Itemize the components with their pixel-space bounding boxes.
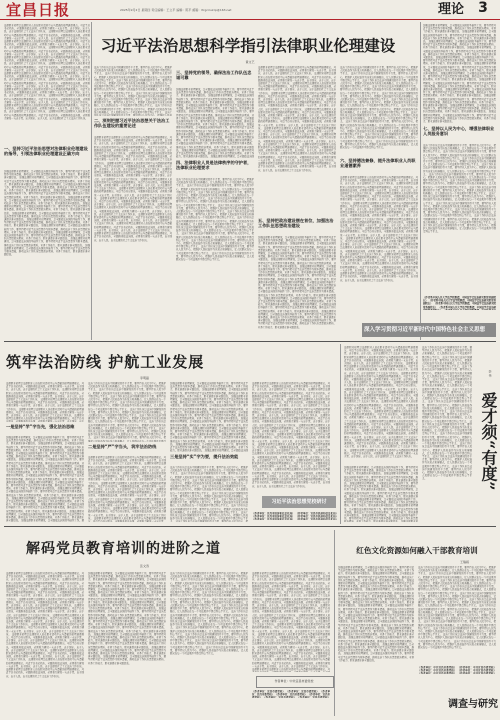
article2-body-col3: 加强法律职业伦理建设，是全面依法治国的基础性工作，要坚持把习近平法治思想作为根本遵循，推动法治工作队伍思想政治素质、业务工作能力、职业道德水准全面提高。 加强法律职业伦理建设，是全面依法治国的基础性工作，要坚持把习近平法治思想作为根本遵循，推动法治工作队伍思想政治素质、业务工作能力、职业道德水准全面提高。 加强法律职业伦理建设，是全面依法治国的基础性工作，要坚持把习近平法治思想作为根本遵循，推动法治工作队伍思想政治素质、业务工作能力、职业道德水准全面提高。 加强法律职业伦理建设，是全面依法治国的基础性工作，要坚持把习近平法治思想作为根本遵循，推动法治工作队伍思想政治素质、业务工作能力、职业道德水准全面提高。 加强法律职业伦理建设，是全面依法治国的基础性工作，要坚持把习近平法治思想作为根本遵循，推动法治工作队伍思想政治素质、业务工作能力、职业道德水准全面提高。 加强法律职业伦理建设，是全面依法治国的基础性工作，要坚持把习近平法治思想作为根本遵循，推动法治工作队伍思想政治素质、业务工作能力、职业道德水准全面提高。 加强法律职业伦理建设，是全面依法治国的基础性工作，要坚持把习近平法治思想作为根本遵循，推动法治工作队伍思想政治素质、业务工作能力、职业道德水准全面提高。 加强法律职业伦理建设，是全面依法治国的基础性工作，要坚持把习近平法治思想作为根本遵循，推动法治工作队伍思想政治素质、业务工作能力、职业道德水准全面提高。 加强法律职业伦理建设，是全面依法治国的基础性工作，要坚持把习近平法治思想作为根本遵循，推动法治工作队伍思想政治素质、业务工作能力、职业道德水准全面提高。 加强法律职业伦理建设，是全面依法治国 [170, 382, 248, 452]
article3-title: 解码党员教育培训的进阶之道 [26, 541, 221, 557]
newspaper-logo: 宜昌日报 [6, 1, 71, 19]
article2-note: （作者单位：宜昌市经济和信息化局） （作者单位：宜昌市经济和信息化局） （作者单位：宜昌市经济和信息化局） （作者单位：宜昌市经济和信息化局） （作者单位：宜昌市经济和信息化局） （作者单位：宜昌市经济和信息化局） [252, 512, 338, 520]
main-article-subhead-2: 二、深刻把握习近平法治思想关于法治工作队伍建设的重要论述 [94, 118, 170, 128]
main-article-body-col2b: 法律职业伦理是法律职业人员在职业活动中应当遵循的伦理道德规范。习近平总书记指出，全面推进依法治国，必须着力建设一支忠于党、忠于国家、忠于人民、忠于法律的社会主义法治工作队伍。 法律职业伦理是法律职业人员在职业活动中应当遵循的伦理道德规范。习近平总书记指出，全面推进依法治国，必须着力建设一支忠于党、忠于国家、忠于人民、忠于法律的社会主义法治工作队伍。 法律职业伦理是法律职业人员在职业活动中应当遵循的伦理道德规范。习近平总书记指出，全面推进依法治国，必须着力建设一支忠于党、忠于国家、忠于人民、忠于法律的社会主义法治工作队伍。 法律职业伦理是法律职业人员在职业活动中应当遵循的伦理道德规范。习近平总书记指出，全面推进依法治国，必须着力建设一支忠于党、忠于国家、忠于人民、忠于法律的社会主义法治工作队伍。 法律职业伦理是法律职业人员在职业活动中应当遵循的伦理道德规范。习近平总书记指出，全面推进依法治国，必须着力建设一支忠于党、忠于国家、忠于人民、忠于法律的社会主义法治工作队伍。 法律职业伦理是法律职业人员在职业活动中应当遵循的伦理道德规范。习近平总书记指出，全面推进依法治国，必须着力建设一支忠于党、忠于国家、忠于人民、忠于法律的社会主义法治工作队伍。 法律职业伦理是法律职业人员在职业活动中应当遵循的伦理道德规范。习近平总书记指出，全面推进依法治国，必须着力建设一支忠于党、忠于国家、忠于人民、忠于法律的社会主义法治工作队伍。 法律职业伦理是法律职业人员在职业活动中应当遵循的伦理道德规范。习近平总书记指出，全面推进依法治国，必须着力建设一支忠于党、忠于国家、忠于人民、忠于法律的社会主义法治工作队伍。 法律职业伦理是法律职业人员在职业活动中应当遵循的伦理道德规范。习近平总书记指出，全面推进依法治国，必须着力建设一支忠于党、忠于国家、忠于人民、忠于法律的社会主义法治工作队伍。 法律职业伦理是法律职业人员在职业活动中应当遵循的伦理道德规范。习近平总书记指出，全面推进依法治国，必须着力建设一支忠于党、忠于国家、忠于人民、忠于法律的社会主义法治工作队伍。 法律职业伦理是法律职业人员在职业活动中应当遵循的伦理道德规范。习近平总书记指出，全面推进依法治国，必须着力建设一支忠于党、忠于国家、忠于人民、忠于法律的社会主义法治工作队伍。 法律职业伦理是法律职业人员在职业活动中应当遵循的伦理道德规范。习近平总书记指出，全面推进依法治国，必须着力建设一支忠于党、忠于国家、忠于人民、忠于法律的社会主义法治工作队伍。 [94, 136, 172, 242]
column-body-a: 法律职业伦理是法律职业人员在职业活动中应当遵循的伦理道德规范。习近平总书记指出，全面推进依法治国，必须着力建设一支忠于党、忠于国家、忠于人民、忠于法律的社会主义法治工作队伍。 法律职业伦理是法律职业人员在职业活动中应当遵循的伦理道德规范。习近平总书记指出，全面推进依法治国，必须着力建设一支忠于党、忠于国家、忠于人民、忠于法律的社会主义法治工作队伍。 法律职业伦理是法律职业人员在职业活动中应当遵循的伦理道德规范。习近平总书记指出，全面推进依法治国，必须着力建设一支忠于党、忠于国家、忠于人民、忠于法律的社会主义法治工作队伍。 法律职业伦理是法律职业人员在职业活动中应当遵循的伦理道德规范。习近平总书记指出，全面推进依法治国，必须着力建设一支忠于党、忠于国家、忠于人民、忠于法律的社会主义法治工作队伍。 法律职业伦理是法律职业人员在职业活动中应当遵循的伦理道德规范。习近平总书记指出，全面推进依法治国，必须着力建设一支忠于党、忠于国家、忠于人民、忠于法律的社会主义法治工作队伍。 法律职业伦理是法律职业人员在职业活动中应当遵循的伦理道德规范。习近平总书记指出，全面推进依法治国，必须着力建设一支忠于党、忠于国家、忠于人民、忠于法律的社会主义法治工作队伍。 法律职业伦理是法律职业人员在职业活动中应当遵循的伦理道德规范。习近平总书记指出，全面推进依法治国，必须着力建设一支忠于党、忠于国家、忠于人民、忠于法律的社会主义法治工作队伍。 法律职业伦理是法律职业人员在职业活动中应当遵循的伦理道德规范。习近平总书记指出，全面推进依法治国，必须着力建设一支忠于党、忠于国家、忠于人民、忠于法律的社会主义法治工作队伍。 法律职业伦理是法律职业人员在职业活动中应当遵循的伦理道德规范。习近平总书记指出，全面推进依法治国，必须着力建设一支忠于党、忠于国家、忠于人民、忠于法律的社会主义法治工作队伍。 法律职业伦理是法律职业人员在职业活动中应当遵循的伦理道德规范。习近平总书记指出，全面推进依法治国，必须着力建设一支忠于党、忠于国家、忠于人民、忠于法律的社会主义法治工作队伍。 法律职业伦理是法律职业人员在职业活动中应当遵循的伦理道德规范。习近平总书记指出，全面推进依法治国，必须着力建设一支忠于党、忠于国家、忠于人民、忠于法律的社会主义法治工作队伍。 法律职业伦理是法律职业人员在职业活动中应当遵循的伦理道德规范。习近平总书记指出，全面推进依法治国，必须着力建设一支忠于党、忠于国家、忠于人民、忠于法律的社会主义法治工作队伍。 [344, 346, 418, 458]
article4-author: 王瑞娟 [460, 560, 470, 564]
section-rule-lower [4, 526, 496, 527]
main-article-subhead-3: 三、坚持党的领导，确保法治工作队伍忠诚可靠 [176, 70, 252, 80]
article4-note: （作者单位：中共宜昌市委党校） （作者单位：中共宜昌市委党校） （作者单位：中共宜昌市委党校） （作者单位：中共宜昌市委党校） （作者单位：中共宜昌市委党校） （作者单位：中共宜昌市委党校） [418, 666, 496, 674]
main-article-body-col5: 法治工作队伍是法治中国建设的骨干力量，要坚持以人民为中心，把维护人民权益作为出发点和落脚点，让人民群众在每一个司法案件中感受到公平正义。 法治工作队伍是法治中国建设的骨干力量，要坚持以人民为中心，把维护人民权益作为出发点和落脚点，让人民群众在每一个司法案件中感受到公平正义。 法治工作队伍是法治中国建设的骨干力量，要坚持以人民为中心，把维护人民权益作为出发点和落脚点，让人民群众在每一个司法案件中感受到公平正义。 法治工作队伍是法治中国建设的骨干力量，要坚持以人民为中心，把维护人民权益作为出发点和落脚点，让人民群众在每一个司法案件中感受到公平正义。 法治工作队伍是法治中国建设的骨干力量，要坚持以人民为中心，把维护人民权益作为出发点和落脚点，让人民群众在每一个司法案件中感受到公平正义。 法治工作队伍是法治中国建设的骨干力量，要坚持以人民为中心，把维护人民权益作为出发点和落脚点，让人民群众在每一个司法案件中感受到公平正义。 法治工作队伍是法治中国建设的骨干力量，要坚持以人民为中心，把维护人民权益作为出发点和落脚点，让人民群众在每一个司法案件中感受到公平正义。 法治工作队伍是法治中国建设的骨干力量，要坚持以人民为中心，把维护人民权益作为出发点和落脚点，让人民群众在每一个司法案件中感受到公平正义。 法治工作队伍是法治中国建设的骨干力量，要坚持以人民为中心，把维护人民权益作为出发点和落脚点，让人民群众在每一个司法案件中感受到公平正义。 法治工作队伍是法治中国建设的骨干力量，要坚持以人民为中心，把维护人民权益作为出发点和落脚点，让人民群众在每一个司法案件中感受到公平正义。 法治工作队伍是法治中国建设的骨干力量，要坚持以人民为中心，把维护人民权益作为出发点和落脚点，让人民群众在每一个司法案件中感受到公平正义。 法治工作队伍是法治中国建设的骨干力量，要坚持以人民为中心，把维护人民权益作为出发点和落脚点，让人民群众在每一个司法案件中感受到公平正义。 [340, 66, 418, 150]
main-article-body-col1b: 加强法律职业伦理建设，是全面依法治国的基础性工作，要坚持把习近平法治思想作为根本遵循，推动法治工作队伍思想政治素质、业务工作能力、职业道德水准全面提高。 加强法律职业伦理建设，是全面依法治国的基础性工作，要坚持把习近平法治思想作为根本遵循，推动法治工作队伍思想政治素质、业务工作能力、职业道德水准全面提高。 加强法律职业伦理建设，是全面依法治国的基础性工作，要坚持把习近平法治思想作为根本遵循，推动法治工作队伍思想政治素质、业务工作能力、职业道德水准全面提高。 加强法律职业伦理建设，是全面依法治国的基础性工作，要坚持把习近平法治思想作为根本遵循，推动法治工作队伍思想政治素质、业务工作能力、职业道德水准全面提高。 加强法律职业伦理建设，是全面依法治国的基础性工作，要坚持把习近平法治思想作为根本遵循，推动法治工作队伍思想政治素质、业务工作能力、职业道德水准全面提高。 加强法律职业伦理建设，是全面依法治国的基础性工作，要坚持把习近平法治思想作为根本遵循，推动法治工作队伍思想政治素质、业务工作能力、职业道德水准全面提高。 加强法律职业伦理建设，是全面依法治国的基础性工作，要坚持把习近平法治思想作为根本遵循，推动法治工作队伍思想政治素质、业务工作能力、职业道德水准全面提高。 加强法律职业伦理建设，是全面依法治国的基础性工作，要坚持把习近平法治思想作为根本遵循，推动法治工作队伍思想政治素质、业务工作能力、职业道德水准全面提高。 加强法律职业伦理建设，是全面依法治国的基础性工作，要坚持把习近平法治思想作为根本遵循，推动法治工作队伍思想政治素质、业务工作能力、职业道德水准全面提高。 加强法律职业伦理建设，是全面依法治国的基础性工作，要坚持把习近平法治思想作为根本遵循，推动法治工作队伍思想政治素质、业务工作能力、职业道德水准全面提高。 加强法律职业伦理建设，是全面依法治国的基础性工作，要坚持把习近平法治思想作为根本遵循，推动法治工作队伍思想政治素质、业务工作能力、职业道德水准全面提高。 加强法律职业伦理建设，是全面依法治国的基础性工作，要坚持把习近平法治思想作为根本遵循，推动法治工作队伍思想政治素质、业务工作能力、职业道德水准全面提高。 [4, 170, 90, 257]
study-box-text: 习近平法治思想党校研讨 [271, 499, 327, 505]
article4-body-col1: 加强法律职业伦理建设，是全面依法治国的基础性工作，要坚持把习近平法治思想作为根本遵循，推动法治工作队伍思想政治素质、业务工作能力、职业道德水准全面提高。 加强法律职业伦理建设，是全面依法治国的基础性工作，要坚持把习近平法治思想作为根本遵循，推动法治工作队伍思想政治素质、业务工作能力、职业道德水准全面提高。 加强法律职业伦理建设，是全面依法治国的基础性工作，要坚持把习近平法治思想作为根本遵循，推动法治工作队伍思想政治素质、业务工作能力、职业道德水准全面提高。 加强法律职业伦理建设，是全面依法治国的基础性工作，要坚持把习近平法治思想作为根本遵循，推动法治工作队伍思想政治素质、业务工作能力、职业道德水准全面提高。 加强法律职业伦理建设，是全面依法治国的基础性工作，要坚持把习近平法治思想作为根本遵循，推动法治工作队伍思想政治素质、业务工作能力、职业道德水准全面提高。 加强法律职业伦理建设，是全面依法治国的基础性工作，要坚持把习近平法治思想作为根本遵循，推动法治工作队伍思想政治素质、业务工作能力、职业道德水准全面提高。 加强法律职业伦理建设，是全面依法治国的基础性工作，要坚持把习近平法治思想作为根本遵循，推动法治工作队伍思想政治素质、业务工作能力、职业道德水准全面提高。 加强法律职业伦理建设，是全面依法治国的基础性工作，要坚持把习近平法治思想作为根本遵循，推动法治工作队伍思想政治素质、业务工作能力、职业道德水准全面提高。 加强法律职业伦理建设，是全面依法治国的基础性工作，要坚持把习近平法治思想作为根本遵循，推动法治工作队伍思想政治素质、业务工作能力、职业道德水准全面提高。 加强法律职业伦理建设，是全面依法治国的基础性工作，要坚持把习近平法治思想作为根本遵循，推动法治工作队伍思想政治素质、业务工作能力、职业道德水准全面提高。 加强法律职业伦理建设，是全面依法治国的基础性工作，要坚持把习近平法治思想作为根本遵循，推动法治工作队伍思想政治素质、业务工作能力、职业道德水准全面提高。 加强法律职业伦理建设，是全面依法治国的基础性工作，要坚持把习近平法治思想作为根本遵循，推动法治工作队伍思想政治素质、业务工作能力、职业道德水准全面提高。 [338, 566, 414, 662]
column-divider-right [420, 22, 421, 340]
main-article-body-col4: 法律职业伦理是法律职业人员在职业活动中应当遵循的伦理道德规范。习近平总书记指出，全面推进依法治国，必须着力建设一支忠于党、忠于国家、忠于人民、忠于法律的社会主义法治工作队伍。 法律职业伦理是法律职业人员在职业活动中应当遵循的伦理道德规范。习近平总书记指出，全面推进依法治国，必须着力建设一支忠于党、忠于国家、忠于人民、忠于法律的社会主义法治工作队伍。 法律职业伦理是法律职业人员在职业活动中应当遵循的伦理道德规范。习近平总书记指出，全面推进依法治国，必须着力建设一支忠于党、忠于国家、忠于人民、忠于法律的社会主义法治工作队伍。 法律职业伦理是法律职业人员在职业活动中应当遵循的伦理道德规范。习近平总书记指出，全面推进依法治国，必须着力建设一支忠于党、忠于国家、忠于人民、忠于法律的社会主义法治工作队伍。 法律职业伦理是法律职业人员在职业活动中应当遵循的伦理道德规范。习近平总书记指出，全面推进依法治国，必须着力建设一支忠于党、忠于国家、忠于人民、忠于法律的社会主义法治工作队伍。 法律职业伦理是法律职业人员在职业活动中应当遵循的伦理道德规范。习近平总书记指出，全面推进依法治国，必须着力建设一支忠于党、忠于国家、忠于人民、忠于法律的社会主义法治工作队伍。 法律职业伦理是法律职业人员在职业活动中应当遵循的伦理道德规范。习近平总书记指出，全面推进依法治国，必须着力建设一支忠于党、忠于国家、忠于人民、忠于法律的社会主义法治工作队伍。 法律职业伦理是法律职业人员在职业活动中应当遵循的伦理道德规范。习近平总书记指出，全面推进依法治国，必须着力建设一支忠于党、忠于国家、忠于人民、忠于法律的社会主义法治工作队伍。 法律职业伦理是法律职业人员在职业活动中应当遵循的伦理道德规范。习近平总书记指出，全面推进依法治国，必须着力建设一支忠于党、忠于国家、忠于人民、忠于法律的社会主义法治工作队伍。 法律职业伦理是法律职业人员在职业活动中应当遵循的伦理道德规范。习近平总书记指出，全面推进依法治国，必须着力建设一支忠于党、忠于国家、忠于人民、忠于法律的社会主义法治工作队伍。 法律职业伦理是法律职业人员在职业活动中应当遵循的伦理道德规范。习近平总书记指出，全面推进依法治国，必须着力建设一支忠于党、忠于国家、忠于人民、忠于法律的社会主义法治工作队伍。 法律职业伦理是法律职业人员在职业活动中应当遵循的伦理道德规范。习近平总书记指出，全面推进依法治国，必须着力建设一支忠于党、忠于国家、忠于人民、忠于法律的社会主义法治工作队伍。 [258, 66, 336, 172]
main-article-body-col1a: 法律职业伦理是法律职业人员在职业活动中应当遵循的伦理道德规范。习近平总书记指出，全面推进依法治国，必须着力建设一支忠于党、忠于国家、忠于人民、忠于法律的社会主义法治工作队伍。 法律职业伦理是法律职业人员在职业活动中应当遵循的伦理道德规范。习近平总书记指出，全面推进依法治国，必须着力建设一支忠于党、忠于国家、忠于人民、忠于法律的社会主义法治工作队伍。 法律职业伦理是法律职业人员在职业活动中应当遵循的伦理道德规范。习近平总书记指出，全面推进依法治国，必须着力建设一支忠于党、忠于国家、忠于人民、忠于法律的社会主义法治工作队伍。 法律职业伦理是法律职业人员在职业活动中应当遵循的伦理道德规范。习近平总书记指出，全面推进依法治国，必须着力建设一支忠于党、忠于国家、忠于人民、忠于法律的社会主义法治工作队伍。 法律职业伦理是法律职业人员在职业活动中应当遵循的伦理道德规范。习近平总书记指出，全面推进依法治国，必须着力建设一支忠于党、忠于国家、忠于人民、忠于法律的社会主义法治工作队伍。 法律职业伦理是法律职业人员在职业活动中应当遵循的伦理道德规范。习近平总书记指出，全面推进依法治国，必须着力建设一支忠于党、忠于国家、忠于人民、忠于法律的社会主义法治工作队伍。 法律职业伦理是法律职业人员在职业活动中应当遵循的伦理道德规范。习近平总书记指出，全面推进依法治国，必须着力建设一支忠于党、忠于国家、忠于人民、忠于法律的社会主义法治工作队伍。 法律职业伦理是法律职业人员在职业活动中应当遵循的伦理道德规范。习近平总书记指出，全面推进依法治国，必须着力建设一支忠于党、忠于国家、忠于人民、忠于法律的社会主义法治工作队伍。 法律职业伦理是法律职业人员在职业活动中应当遵循的伦理道德规范。习近平总书记指出，全面推进依法治国，必须着力建设一支忠于党、忠于国家、忠于人民、忠于法律的社会主义法治工作队伍。 法律职业伦理是法律职业人员在职业活动中应当遵循的伦理道德规范。习近平总书记指出，全面推进依法治国，必须着力建设一支忠于党、忠于国家、忠于人民、忠于法律的社会主义法治工作队伍。 法律职业伦理是法律职业人员在职业活动中应当遵循的伦理道德规范。习近平总书记指出，全面推进依法治国，必须着力建设一支忠于党、忠于国家、忠于人民、忠于法律的社会主义法治工作队伍。 法律职业伦理是法律职业人员在职业活动中应当遵循的伦理道德规范。习近平总书记指出，全面推进依法治国，必须着力建设一支忠于党、忠于国家、忠于人民、忠于法律的社会主义法治工作队伍。 [4, 24, 90, 120]
main-article-author-note: （作者系中国人民大学法学院教授，中国法学会法治研究院常务副院长） （作者系中国人民大学法学院教授，中国法学会法治研究院常务副院长） （作者系中国人民大学法学院教授，中国法学会法治研究院常务副院长） （作者系中国人民大学法学院教授，中国法学会法治研 [423, 296, 496, 309]
article2-author: 李明磊 [140, 376, 150, 380]
article2-body-col2b: 法律职业伦理是法律职业人员在职业活动中应当遵循的伦理道德规范。习近平总书记指出，全面推进依法治国，必须着力建设一支忠于党、忠于国家、忠于人民、忠于法律的社会主义法治工作队伍。 法律职业伦理是法律职业人员在职业活动中应当遵循的伦理道德规范。习近平总书记指出，全面推进依法治国，必须着力建设一支忠于党、忠于国家、忠于人民、忠于法律的社会主义法治工作队伍。 法律职业伦理是法律职业人员在职业活动中应当遵循的伦理道德规范。习近平总书记指出，全面推进依法治国，必须着力建设一支忠于党、忠于国家、忠于人民、忠于法律的社会主义法治工作队伍。 法律职业伦理是法律职业人员在职业活动中应当遵循的伦理道德规范。习近平总书记指出，全面推进依法治国，必须着力建设一支忠于党、忠于国家、忠于人民、忠于法律的社会主义法治工作队伍。 法律职业伦理是法律职业人员在职业活动中应当遵循的伦理道德规范。习近平总书记指出，全面推进依法治国，必须着力建设一支忠于党、忠于国家、忠于人民、忠于法律的社会主义法治工作队伍。 法律职业伦理是法律职业人员在职业活动中应当遵循的伦理道德规范。习近平总书记指出，全面推进依法治国，必须着力建设一支忠于党、忠于国家、忠于人民、忠于法律的社会主义法治工作队伍。 法律职业伦理是法律职业人员在职业活动中应当遵循的伦理道德规范。习近平总书记指出，全面推进依法治国，必须着力建设一支忠于党、忠于国家、忠于人民、忠于法律的社会主义法治工作队伍。 法律职业伦理是法律职业人员在职业活动中应当遵循的伦理道德规范。习近平总书记指出，全面推进依法治国，必须着力建设一支忠于党、 [88, 456, 166, 522]
main-article-body-col6: 加强法律职业伦理建设，是全面依法治国的基础性工作，要坚持把习近平法治思想作为根本遵循，推动法治工作队伍思想政治素质、业务工作能力、职业道德水准全面提高。 加强法律职业伦理建设，是全面依法治国的基础性工作，要坚持把习近平法治思想作为根本遵循，推动法治工作队伍思想政治素质、业务工作能力、职业道德水准全面提高。 加强法律职业伦理建设，是全面依法治国的基础性工作，要坚持把习近平法治思想作为根本遵循，推动法治工作队伍思想政治素质、业务工作能力、职业道德水准全面提高。 加强法律职业伦理建设，是全面依法治国的基础性工作，要坚持把习近平法治思想作为根本遵循，推动法治工作队伍思想政治素质、业务工作能力、职业道德水准全面提高。 加强法律职业伦理建设，是全面依法治国的基础性工作，要坚持把习近平法治思想作为根本遵循，推动法治工作队伍思想政治素质、业务工作能力、职业道德水准全面提高。 加强法律职业伦理建设，是全面依法治国的基础性工作，要坚持把习近平法治思想作为根本遵循，推动法治工作队伍思想政治素质、业务工作能力、职业道德水准全面提高。 加强法律职业伦理建设，是全面依法治国的基础性工作，要坚持把习近平法治思想作为根本遵循，推动法治工作队伍思想政治素质、业务工作能力、职业道德水准全面提高。 加强法律职业伦理建设，是全面依法治国的基础性工作，要坚持把习近平法治思想作为根本遵循，推动法治工作队伍思想政治素质、业务工作能力、职业道德水准全面提高。 加强法律职业伦理建设，是全面依法治国的基础性工作，要坚持把习近平法治思想作为根本遵循，推动法治工作队伍思想政治素质、业务工作能力、职业道德水准全面提高。 加强法律职业伦理建设，是全面依法治国的基础性工作，要坚持把习近平法治思想作为根本遵循，推动法治工作队伍思想政治素质、业务工作能力、职业道德水准全面提高。 加强法律职业伦理建设，是全面依法治国的基础性工作，要坚持把习近平法治思想作为根本遵循，推动法治工作队伍思想政治素质、业务工作能力、职业道德水准全面提高。 加强法律职业伦理建设，是全面依法治国的基础性工作，要坚持把习近平法治思想作为根本遵循，推动法治工作队伍思想政治素质、业务工作能力、职业道德水准全面提高。 [423, 24, 496, 124]
article2-subhead-3: 三是坚持“实”字为要，提升法治效能 [170, 454, 239, 459]
column-title: 爱才须“有度” [479, 392, 498, 491]
column-body-b: 加强法律职业伦理建设，是全面依法治国的基础性工作，要坚持把习近平法治思想作为根本遵循，推动法治工作队伍思想政治素质、业务工作能力、职业道德水准全面提高。 加强法律职业伦理建设，是全面依法治国的基础性工作，要坚持把习近平法治思想作为根本遵循，推动法治工作队伍思想政治素质、业务工作能力、职业道德水准全面提高。 加强法律职业伦理建设，是全面依法治国的基础性工作，要坚持把习近平法治思想作为根本遵循，推动法治工作队伍思想政治素质、业务工作能力、职业道德水准全面提高。 加强法律职业伦理建设，是全面依法治国的基础性工作，要坚持把习近平法治思想作为根本遵循，推动法治工作队伍思想政治素质、业务工作能力、职业道德水准全面提高。 加强法律职业伦理建设，是全面依法治国的基础性工作，要坚持把习近平法治思想作为根本遵循，推动法治工作队伍思想政治素质、业务工作能力、职业道德水准全面提高。 加强法律职业伦理建设，是全面依法治国的基础性工作，要坚持把习近平法治思想作为根本遵循，推动法治工作队伍思想政治素质、业务工作能力、职业道德水准全面提高。 加强法律职业伦理建设，是全面依法治国的基础性工作，要坚持把习近平法治思想作为根本遵循，推动法治工作队伍思想政治素质、业务工作能力、职业道德水准全面提高。 加强法律职业伦 [344, 466, 418, 522]
article3-body-col3: 法治工作队伍是法治中国建设的骨干力量，要坚持以人民为中心，把维护人民权益作为出发点和落脚点，让人民群众在每一个司法案件中感受到公平正义。 法治工作队伍是法治中国建设的骨干力量，要坚持以人民为中心，把维护人民权益作为出发点和落脚点，让人民群众在每一个司法案件中感受到公平正义。 法治工作队伍是法治中国建设的骨干力量，要坚持以人民为中心，把维护人民权益作为出发点和落脚点，让人民群众在每一个司法案件中感受到公平正义。 法治工作队伍是法治中国建设的骨干力量，要坚持以人民为中心，把维护人民权益作为出发点和落脚点，让人民群众在每一个司法案件中感受到公平正义。 法治工作队伍是法治中国建设的骨干力量，要坚持以人民为中心，把维护人民权益作为出发点和落脚点，让人民群众在每一个司法案件中感受到公平正义。 法治工作队伍是法治中国建设的骨干力量，要坚持以人民为中心，把维护人民权益作为出发点和落脚点，让人民群众在每一个司法案件中感受到公平正义。 法治工作队伍是法治中国建设的骨干力量，要坚持以人民为中心，把维护人民权益作为出发点和落脚点，让人民群众在每一个司法案件中感受到公平正义。 法治工作队伍是法治中国建设的骨干力量，要坚持以人民为中心，把维护人民权益作为出发点和落脚点，让人民群众在每一个司法案件中感受到公平正义。 法治工作队伍是法治中国建设的骨干力量，要坚持以人民为中心，把维护人民权益作为出发点和落脚点，让人民群众在每一个司法案件中感受到公平正义。 法治工作队伍是法治中国建设的骨干力量，要坚持以人民为中心，把维护人民权益作为出发点和落脚点，让人民群众在每一个司法案件中感受到公平正义。 法治工作队伍是法治中国建设的骨干力量，要坚持以人民为中心，把维护人民权益作为出发点和落脚点，让人民群众在每一个司法案件中感受到公平正义。 法治工作队伍是法治中国建设的骨干力量，要坚持以人民为中心，把维护人民权益作为出发点和落脚点，让人民群众在每一个司法案件中感受到公平正义。 [170, 572, 248, 656]
main-article-subhead-1: 一、坚持习近平法治思想对法律职业伦理建设的指导，引领法律职业伦理建设正确方向 [4, 146, 88, 156]
main-article-body-col3b: 法治工作队伍是法治中国建设的骨干力量，要坚持以人民为中心，把维护人民权益作为出发点和落脚点，让人民群众在每一个司法案件中感受到公平正义。 法治工作队伍是法治中国建设的骨干力量，要坚持以人民为中心，把维护人民权益作为出发点和落脚点，让人民群众在每一个司法案件中感受到公平正义。 法治工作队伍是法治中国建设的骨干力量，要坚持以人民为中心，把维护人民权益作为出发点和落脚点，让人民群众在每一个司法案件中感受到公平正义。 法治工作队伍是法治中国建设的骨干力量，要坚持以人民为中心，把维护人民权益作为出发点和落脚点，让人民群众在每一个司法案件中感受到公平正义。 法治工作队伍是法治中国建设的骨干力量，要坚持以人民为中心，把维护人民权益作为出发点和落脚点，让人民群众在每一个司法案件中感受到公平正义。 法治工作队伍是法治中国建设的骨干力量，要坚持以人民为中心，把维护人民权益作为出发点和落脚点，让人民群众在每一个司法案件中感受到公平正义。 法治工作队伍是法治中国建设的骨干力量，要坚持以人民为中心，把维护人民权益作为出发点和落脚点，让人民群众在每一个司法案件中感受到公平正义。 法治工作队伍是法治中国建设的骨干力量，要坚持以人民为中心，把维护人民权益作为出发点和落脚点，让人民群众在每一个司法案件中感受到公平正义。 法治工作队伍是法治中国建设的骨干力量，要坚持以人民为中心，把维护人民权益作为出发点和落脚点，让人民群众在每一个司法案件中感受到公平正义。 法治工作队伍是法治中国建设的骨干力量，要坚持以人民为中心，把维护人民权益作为出发点和落脚点，让人民群众在每一个司法案件中感受到公平正义。 法治工作队伍是法治中国建设的骨干力量，要坚持以人民为中心，把维护人民权益作为出发点和落脚点，让人民群众在每一个司法案件中感受到公平正义。 法治工作队伍是法治中国建设的骨干力量，要坚持以人民为中心，把维护人民权益作为出发点和落脚点，让人民群众在每一个司法案件中感受到公平正义。 [176, 178, 254, 262]
article3-body-col1: 法律职业伦理是法律职业人员在职业活动中应当遵循的伦理道德规范。习近平总书记指出，全面推进依法治国，必须着力建设一支忠于党、忠于国家、忠于人民、忠于法律的社会主义法治工作队伍。 法律职业伦理是法律职业人员在职业活动中应当遵循的伦理道德规范。习近平总书记指出，全面推进依法治国，必须着力建设一支忠于党、忠于国家、忠于人民、忠于法律的社会主义法治工作队伍。 法律职业伦理是法律职业人员在职业活动中应当遵循的伦理道德规范。习近平总书记指出，全面推进依法治国，必须着力建设一支忠于党、忠于国家、忠于人民、忠于法律的社会主义法治工作队伍。 法律职业伦理是法律职业人员在职业活动中应当遵循的伦理道德规范。习近平总书记指出，全面推进依法治国，必须着力建设一支忠于党、忠于国家、忠于人民、忠于法律的社会主义法治工作队伍。 法律职业伦理是法律职业人员在职业活动中应当遵循的伦理道德规范。习近平总书记指出，全面推进依法治国，必须着力建设一支忠于党、忠于国家、忠于人民、忠于法律的社会主义法治工作队伍。 法律职业伦理是法律职业人员在职业活动中应当遵循的伦理道德规范。习近平总书记指出，全面推进依法治国，必须着力建设一支忠于党、忠于国家、忠于人民、忠于法律的社会主义法治工作队伍。 法律职业伦理是法律职业人员在职业活动中应当遵循的伦理道德规范。习近平总书记指出，全面推进依法治国，必须着力建设一支忠于党、忠于国家、忠于人民、忠于法律的社会主义法治工作队伍。 法律职业伦理是法律职业人员在职业活动中应当遵循的伦理道德规范。习近平总书记指出，全面推进依法治国，必须着力建设一支忠于党、忠于国家、忠于人民、忠于法律的社会主义法治工作队伍。 法律职业伦理是法律职业人员在职业活动中应当遵循的伦理道德规范。习近平总书记指出，全面推进依法治国，必须着力建设一支忠于党、忠于国家、忠于人民、忠于法律的社会主义法治工作队伍。 法律职业伦理是法律职业人员在职业活动中应当遵循的伦理道德规范。习近平总书记指出，全面推进依法治国，必须着力建设一支忠于党、忠于国家、忠于人民、忠于法律的社会主义法治工作队伍。 法律职业伦理是法律职业人员在职业活动中应当遵循的伦理道德规范。习近平总书记指出，全面推进依法治国，必须着力建设一支忠于党、忠于国家、忠于人民、忠于法律的社会主义法治工作队伍。 法律职业伦理是法律职业人员在职业活动中应当遵循的伦理道德规范。习近平总书记指出，全面推进依法治国，必须着力建设一支忠于党、忠于国家、忠于人民、忠于法律的社会主义法治工作队伍。 [6, 572, 84, 678]
article4-body-col2: 法治工作队伍是法治中国建设的骨干力量，要坚持以人民为中心，把维护人民权益作为出发点和落脚点，让人民群众在每一个司法案件中感受到公平正义。 法治工作队伍是法治中国建设的骨干力量，要坚持以人民为中心，把维护人民权益作为出发点和落脚点，让人民群众在每一个司法案件中感受到公平正义。 法治工作队伍是法治中国建设的骨干力量，要坚持以人民为中心，把维护人民权益作为出发点和落脚点，让人民群众在每一个司法案件中感受到公平正义。 法治工作队伍是法治中国建设的骨干力量，要坚持以人民为中心，把维护人民权益作为出发点和落脚点，让人民群众在每一个司法案件中感受到公平正义。 法治工作队伍是法治中国建设的骨干力量，要坚持以人民为中心，把维护人民权益作为出发点和落脚点，让人民群众在每一个司法案件中感受到公平正义。 法治工作队伍是法治中国建设的骨干力量，要坚持以人民为中心，把维护人民权益作为出发点和落脚点，让人民群众在每一个司法案件中感受到公平正义。 法治工作队伍是法治中国建设的骨干力量，要坚持以人民为中心，把维护人民权益作为出发点和落脚点，让人民群众在每一个司法案件中感受到公平正义。 法治工作队伍是法治中国建设的骨干力量，要坚持以人民为中心，把维护人民权益作为出发点和落脚点，让人民群众在每一个司法案件中感受到公平正义。 法治工作队伍是法治中国建设的骨干力量，要坚持以人民为中心，把维护人民权益作为出发点和落脚点，让人民群众在每一个司法案件中感受到公平正义。 法治工作队伍是法治中国建设的骨干力量，要坚持以人民为中心，把维护人民权益作为出发点和落脚点，让人民群众在每一个司法案件中感受到公平正义。 法治工作队伍是法治中国建设的骨干力量，要坚持以人民为中心，把维护人民权益作为出发点和落脚点，让人民群众在每一个司法案件中感受到公平正义。 法治工作队伍是法治中国建设的骨干力量，要坚持以人民为中心，把维护人民权益作为出发点和落脚点，让人民群众在每一个司法案件中感受到公平正义。 [418, 566, 496, 650]
main-article-body-col4b: 加强法律职业伦理建设，是全面依法治国的基础性工作，要坚持把习近平法治思想作为根本遵循，推动法治工作队伍思想政治素质、业务工作能力、职业道德水准全面提高。 加强法律职业伦理建设，是全面依法治国的基础性工作，要坚持把习近平法治思想作为根本遵循，推动法治工作队伍思想政治素质、业务工作能力、职业道德水准全面提高。 加强法律职业伦理建设，是全面依法治国的基础性工作，要坚持把习近平法治思想作为根本遵循，推动法治工作队伍思想政治素质、业务工作能力、职业道德水准全面提高。 加强法律职业伦理建设，是全面依法治国的基础性工作，要坚持把习近平法治思想作为根本遵循，推动法治工作队伍思想政治素质、业务工作能力、职业道德水准全面提高。 加强法律职业伦理建设，是全面依法治国的基础性工作，要坚持把习近平法治思想作为根本遵循，推动法治工作队伍思想政治素质、业务工作能力、职业道德水准全面提高。 加强法律职业伦理建设，是全面依法治国的基础性工作，要坚持把习近平法治思想作为根本遵循，推动法治工作队伍思想政治素质、业务工作能力、职业道德水准全面提高。 加强法律职业伦理建设，是全面依法治国的基础性工作，要坚持把习近平法治思想作为根本遵循，推动法治工作队伍思想政治素质、业务工作能力、职业道德水准全面提高。 加强法律职业伦理建设，是全面依法治国的基础性工作，要坚持把习近平法治思想作为根本遵循，推动法治工作队伍思想政治素质、业务工作能力、职业道德水准全面提高。 加强法律职业伦理建设，是全面依法治国的基础性工作，要坚持把习近平法治思想作为根本遵循，推动法治工作队伍思想政治素质、业务工作能力、职业道德水准全面提高。 加强法律职业伦理建设，是全面依法治国的基础性工作，要坚持把习近平法治思想作为根本遵循，推动法治工作队伍思想政治素质、业务工作能力、职业道德水准全面提高。 加强法律职业伦理建设，是全面依法治国的基础性工作，要坚持把习近平法治思想作为根本遵循，推动法治工作队伍思想政治素质、业务工作能力、职业道德水准全面提高。 加强法律职业伦理建设，是全面依法治国的基础性工作，要坚持把习近平法治思想作为根本遵循，推动法治工作队伍思想政治素质、业务工作能力、职业道德水准全面提高。 [258, 236, 336, 329]
article2-body-col2: 法治工作队伍是法治中国建设的骨干力量，要坚持以人民为中心，把维护人民权益作为出发点和落脚点，让人民群众在每一个司法案件中感受到公平正义。 法治工作队伍是法治中国建设的骨干力量，要坚持以人民为中心，把维护人民权益作为出发点和落脚点，让人民群众在每一个司法案件中感受到公平正义。 法治工作队伍是法治中国建设的骨干力量，要坚持以人民为中心，把维护人民权益作为出发点和落脚点，让人民群众在每一个司法案件中感受到公平正义。 法治工作队伍是法治中国建设的骨干力量，要坚持以人民为中心，把维护人民权益作为出发点和落脚点，让人民群众在每一个司法案件中感受到公平正义。 法治工作队伍是法治中国建设的骨干力量，要坚持以人民为中心，把维护人民权益作为出发点和落脚点，让人民群众在每一个司法案件中感受到公平正义。 法治工作队伍是法治中国建设的骨干力量，要坚持以人民为中心，把维护人民权益作为出发点和落脚点，让人民群众在每一个司法案件中感受到公平正义。 法治工作队伍是法治中国建设的骨干力量，要坚持以人民为中心，把维护人民权益作为出发点和落脚点，让人民群众在每一个司法案件中感受到公平正义。 法治工作队伍是法治中国建设的骨干力量，要坚持以人民为中心，把维护人民权益作为出发点和落脚点，让人民群众在每一个司法案件中感受到公平正义。 法治工作队伍是法治中国建设的骨干力量，要坚持以人民为中心，把维护人民权益作为出发点和落脚点，让人民群众在每一个司法案件中感受 [88, 382, 166, 442]
main-article-subhead-6: 六、坚持德法兼修，提升法律职业人员职业道德素养 [340, 158, 416, 168]
main-article-body-col2: 法治工作队伍是法治中国建设的骨干力量，要坚持以人民为中心，把维护人民权益作为出发点和落脚点，让人民群众在每一个司法案件中感受到公平正义。 法治工作队伍是法治中国建设的骨干力量，要坚持以人民为中心，把维护人民权益作为出发点和落脚点，让人民群众在每一个司法案件中感受到公平正义。 法治工作队伍是法治中国建设的骨干力量，要坚持以人民为中心，把维护人民权益作为出发点和落脚点，让人民群众在每一个司法案件中感受到公平正义。 法治工作队伍是法治中国建设的骨干力量，要坚持以人民为中心，把维护人民权益作为出发点和落脚点，让人民群众在每一个司法案件中感受到公平正义。 法治工作队伍是法治中国建设的骨干力量，要坚持以人民为中心，把维护人民权益作为出发点和落脚点，让人民群众在每一个司法案件中感受到公平正义。 法治工作队伍是法治中国建设的骨干力量，要坚持以人民为中心，把维护人民权益作为出发点和落脚点，让人民群众在每一个司法案件中感受到公平正义。 法治工作队伍是法治中国建设的骨干力量，要坚持以人民为中心，把维护人民权益作为出发点和落脚点，让人民群众在每一个司法案件中感受到公平正义。 法治工作队伍是法治中国建设的骨干力量，要坚持以人民为中心，把维护人民权 [94, 66, 172, 116]
article3-note: （作者单位：宜昌市委党校） （作者单位：宜昌市委党校） （作者单位：宜昌市委党校） （作者单位：宜昌市委党校） （作者单位：宜昌市委党校） （作者单位：宜昌市委党校） （作者单位：宜昌市委党校） [252, 690, 330, 698]
section-label: 理论 [438, 2, 465, 17]
masthead-info: 2025年9月2日 星期四 责任编辑：王立平 编辑：陈平 邮箱：ltrgcriukrp@163.net [120, 8, 232, 12]
main-article-body-col5b: 法律职业伦理是法律职业人员在职业活动中应当遵循的伦理道德规范。习近平总书记指出，全面推进依法治国，必须着力建设一支忠于党、忠于国家、忠于人民、忠于法律的社会主义法治工作队伍。 法律职业伦理是法律职业人员在职业活动中应当遵循的伦理道德规范。习近平总书记指出，全面推进依法治国，必须着力建设一支忠于党、忠于国家、忠于人民、忠于法律的社会主义法治工作队伍。 法律职业伦理是法律职业人员在职业活动中应当遵循的伦理道德规范。习近平总书记指出，全面推进依法治国，必须着力建设一支忠于党、忠于国家、忠于人民、忠于法律的社会主义法治工作队伍。 法律职业伦理是法律职业人员在职业活动中应当遵循的伦理道德规范。习近平总书记指出，全面推进依法治国，必须着力建设一支忠于党、忠于国家、忠于人民、忠于法律的社会主义法治工作队伍。 法律职业伦理是法律职业人员在职业活动中应当遵循的伦理道德规范。习近平总书记指出，全面推进依法治国，必须着力建设一支忠于党、忠于国家、忠于人民、忠于法律的社会主义法治工作队伍。 法律职业伦理是法律职业人员在职业活动中应当遵循的伦理道德规范。习近平总书记指出，全面推进依法治国，必须着力建设一支忠于党、忠于国家、忠于人民、忠于法律的社会主义法治工作队伍。 法律职业伦理是法律职业人员在职业活动中应当遵循的伦理道德规范。习近平总书记指出，全面推进依法治国，必须着力建设一支忠于党、忠于国家、忠于人民、忠于法律的社会主义法治工作队伍。 法律职业伦理是法律职业人员在职业活动中应当遵循的伦理道德规范。习近平总书记指出，全面推进依法治国，必须着力建设一支忠于党、忠于国家、忠于人民、忠于法律的社会主义法治工作队伍。 法律职业伦理是法律职业人员在职业活动中应当遵循的伦理道德规范。习近平总书记指出，全面推进依法治国，必须着力建设一支忠于党、忠于国家、忠于人民、忠于法律的社会主义法治工作队伍。 法律职业伦理是法律职业人员在职业活动中应当遵循的伦理道德规范。习近平总书记指出，全面推进依法治国，必须着力建设一支忠于党、忠于国家、忠于人民、忠于法律的社会主义法治工作队伍。 法律职业伦理是法律职业人员在职业活动中应当遵循的伦理道德规范。习近平总书记指出，全面推进依法治国，必须着力建设一支忠于党、忠于国家、忠于人民、忠于法律的社会主义法治工作队伍。 法律职业伦理是法律职业人员在职业活动中应当遵循的伦理道德规范。习近平总书记指出，全面推进依法治国，必须着力建设一支忠于党、忠于国家、忠于人民、忠于法律的社会主义法治工作队伍。 [340, 176, 418, 282]
article2-subhead-1: 一是坚持“学”字当先，强化法治思维 [6, 424, 75, 429]
main-article-subhead-7: 七、坚持以人民为中心，增强法律职业人员服务意识 [423, 126, 495, 136]
article2-body-col4: 法律职业伦理是法律职业人员在职业活动中应当遵循的伦理道德规范。习近平总书记指出，全面推进依法治国，必须着力建设一支忠于党、忠于国家、忠于人民、忠于法律的社会主义法治工作队伍。 法律职业伦理是法律职业人员在职业活动中应当遵循的伦理道德规范。习近平总书记指出，全面推进依法治国，必须着力建设一支忠于党、忠于国家、忠于人民、忠于法律的社会主义法治工作队伍。 法律职业伦理是法律职业人员在职业活动中应当遵循的伦理道德规范。习近平总书记指出，全面推进依法治国，必须着力建设一支忠于党、忠于国家、忠于人民、忠于法律的社会主义法治工作队伍。 法律职业伦理是法律职业人员在职业活动中应当遵循的伦理道德规范。习近平总书记指出，全面推进依法治国，必须着力建设一支忠于党、忠于国家、忠于人民、忠于法律的社会主义法治工作队伍。 法律职业伦理是法律职业人员在职业活动中应当遵循的伦理道德规范。习近平总书记指出，全面推进依法治国，必须着力建设一支忠于党、忠于国家、忠于人民、忠于法律的社会主义法治工作队伍。 法律职业伦理是法律职业人员在职业活动中应当遵循的伦理道德规范。习近平总书记指出，全面推进依法治国，必须着力建设一支忠于党、忠于国家、忠于人民、忠于法律的社会主义法治工作队伍。 法律职业伦理是法律职业人员在职业活动中应当遵循的伦理道德规范。习近平总书记指出，全面推进依法治国，必须着力建设一支忠于党、忠于国家、忠于人民、忠于法律的社会主义法治工作队伍。 法律职业伦理是法律职业人员在职业活动中应当遵循的伦理道德规范。习近平总书记指出，全面推进依法治国，必须着力建设一支忠于党、忠于国家、忠于人民、忠于法律的社会主义法治工作队伍。 法律职业伦理是法律职业人员在职业活动中应当遵循的伦理道德规范。习近平总书记指出，全面推进依法治国，必须着力建设一支忠于党、忠于国家、忠于人民、忠于法律的社会主义法治工作队伍。 法律职业伦理是法律职业人员在职业活动中应当遵循的伦理道德规范。习近平总书记指出，全面推进依法治国，必须着力建设一支忠于党、忠于国家、忠于人民、忠于法律的社会主义法治工作队伍。 法律职业伦理是法律职业人员在职业活动中应当遵循的伦理道德规范。习近平总书记指出，全面推进依法治国，必须着力建设一支忠于党、忠于国家、忠于人民、忠于法律的社会主义法治工作队伍。 法律职业伦理是法律职业人员在职业活动中应当遵循的伦理道德规范。习近平总书记指出，全面推进依法治国，必须着力建设一支忠于党、忠于国家、忠于人民、忠于法律的社会主义法治工作队伍。 [252, 382, 330, 488]
article2-subhead-2: 二是坚持“严”字当头，筑牢法治防线 [88, 444, 157, 449]
column-body-c: 法治工作队伍是法治中国建设的骨干力量，要坚持以人民为中心，把维护人民权益作为出发点和落脚点，让人民群众在每一个司法案件中感受到公平正义。 法治工作队伍是法治中国建设的骨干力量，要坚持以人民为中心，把维护人民权益作为出发点和落脚点，让人民群众在每一个司法案件中感受到公平正义。 法治工作队伍是法治中国建设的骨干力量，要坚持以人民为中心，把维护人民权益作为出发点和落脚点，让人民群众在每一个司法案件中感受到公平正义。 法治工作队伍是法治中国建设的骨干力量，要坚持以人民为中心，把维护人民权益作为出发点和落脚点，让人民群众在每一个司法案件中感受到公平正义。 法治工作队伍是法治中国建设的骨干力量，要坚持以人民为中心，把维护人民权益作为出发点和落脚点，让人民群众在每一个司法案件中感受到公平正义。 法治工作队伍是法治中国建设的骨干力量，要坚持以人民为中心，把维护人民权益作为出发点和落脚点，让人民群众在每一个司法案件中感受到公平正义。 法治工作队伍是法治中国建设的骨干力量，要坚持以人民为中心，把维护人民权益作为出发点和落脚点，让人民群众在每一个司法案件中感受到公平正义。 法治工作队伍是法治中国建设的骨干力量，要坚持以人民为中心，把维护人民权益作为出发点和落脚点，让人民群众在每一个司法案件中感受到公平正义。 法治工作队伍是法治中国建设的骨干力量，要坚持以人民为中心，把维护人民权益作为出发点和落脚点，让人民群众在每一个司法案件中感受到公平正义。 法治工作队伍是法治中国建设的骨干力量，要坚持以人民为中心，把维护人民权益作为出发点和落脚点，让人民群众在每一个司法案件中感受到公平正义。 法治工作队伍是法治中国建设的骨干力量，要坚持以人民为中心，把维护人民权益作为出发点和落脚点，让人民群众在每一个司法案件中感受到公平正义。 法治工作队伍是法治中国建设的骨干力量，要坚持以人民为中心，把维护人民权益作为出发点和落脚点，让人民群众在每一个司法案件中感受到公平正义。 [422, 346, 472, 481]
article2-body-col1b: 加强法律职业伦理建设，是全面依法治国的基础性工作，要坚持把习近平法治思想作为根本遵循，推动法治工作队伍思想政治素质、业务工作能力、职业道德水准全面提高。 加强法律职业伦理建设，是全面依法治国的基础性工作，要坚持把习近平法治思想作为根本遵循，推动法治工作队伍思想政治素质、业务工作能力、职业道德水准全面提高。 加强法律职业伦理建设，是全面依法治国的基础性工作，要坚持把习近平法治思想作为根本遵循，推动法治工作队伍思想政治素质、业务工作能力、职业道德水准全面提高。 加强法律职业伦理建设，是全面依法治国的基础性工作，要坚持把习近平法治思想作为根本遵循，推动法治工作队伍思想政治素质、业务工作能力、职业道德水准全面提高。 加强法律职业伦理建设，是全面依法治国的基础性工作，要坚持把习近平法治思想作为根本遵循，推动法治工作队伍思想政治素质、业务工作能力、职业道德水准全面提高。 加强法律职业伦理建设，是全面依法治国的基础性工作，要坚持把习近平法治思想作为根本遵循，推动法治工作队伍思想政治素质、业务工作能力、职业道德水准全面提高。 加强法律职业伦理建设，是全面依法治国的基础性工作，要坚持把习近平法治思想作为根本遵循，推动法治工作队伍思想政治素质、业务工作能力、职业道德水准全面提高。 加强法律职业伦理建设，是全面依法治国的基础性工作，要坚持把习近平法治思想作为根本遵循，推动法治工作队伍思想政治素质、业务工作能力、职业道德水准全面提高。 加强法律职业伦理建设，是全面依法治国的基础性工作，要坚持把习近平法治思想作为根本遵循，推动法治工作队伍思想政治素质、业务工作能力、职业道德水准全面提高。 加强法律职业伦理建设，是全面依法治国的基础性工作，要坚持把习近平法治思想作为根本遵循，推动法治工作队伍思想政治素质、业务工作能力、职业道德水准全面提高。 加强法律职业伦理建设，是全面依法治国的基础性工作，要坚持把习近平法治思想作为根本遵循，推动法治工作队伍思想政治素质、业务工作能力、职业道德水准全面提高。 加强法律职业伦理建设，是全面依法治国的基础性工作，要 [6, 436, 84, 522]
main-article-author: 黄文艺 [245, 60, 255, 64]
article4-title: 红色文化资源如何融入干部教育培训 [356, 546, 478, 555]
page-number: 3 [478, 0, 488, 16]
article3-body-col4: 法律职业伦理是法律职业人员在职业活动中应当遵循的伦理道德规范。习近平总书记指出，全面推进依法治国，必须着力建设一支忠于党、忠于国家、忠于人民、忠于法律的社会主义法治工作队伍。 法律职业伦理是法律职业人员在职业活动中应当遵循的伦理道德规范。习近平总书记指出，全面推进依法治国，必须着力建设一支忠于党、忠于国家、忠于人民、忠于法律的社会主义法治工作队伍。 法律职业伦理是法律职业人员在职业活动中应当遵循的伦理道德规范。习近平总书记指出，全面推进依法治国，必须着力建设一支忠于党、忠于国家、忠于人民、忠于法律的社会主义法治工作队伍。 法律职业伦理是法律职业人员在职业活动中应当遵循的伦理道德规范。习近平总书记指出，全面推进依法治国，必须着力建设一支忠于党、忠于国家、忠于人民、忠于法律的社会主义法治工作队伍。 法律职业伦理是法律职业人员在职业活动中应当遵循的伦理道德规范。习近平总书记指出，全面推进依法治国，必须着力建设一支忠于党、忠于国家、忠于人民、忠于法律的社会主义法治工作队伍。 法律职业伦理是法律职业人员在职业活动中应当遵循的伦理道德规范。习近平总书记指出，全面推进依法治国，必须着力建设一支忠于党、忠于国家、忠于人民、忠于法律的社会主义法治工作队伍。 法律职业伦理是法律职业人员在职业活动中应当遵循的伦理道德规范。习近平总书记指出，全面推进依法治国，必须着力建设一支忠于党、忠于国家、忠于人民、忠于法律的社会主义法治工作队伍。 法律职业伦理是法律职业人员在职业活动中应当遵循的伦理道德规范。习近平总书记指出，全面推进依法治国，必须着力建设一支忠于党、忠于国家、忠于人民、忠于法律的社会主义法治工作队伍。 法律职业伦理是法律职业人员在职业活动中应当遵循的伦理道德规范。习近平总书记指出，全面推进依法治国，必须着力建设一支忠于党、忠于国家、忠于人民、忠于法律的社会主义法治工作队伍。 法律职业伦理是法律职业人员在职业活动中应当遵循的伦理道德规范。习近平总书记指出，全面推进依法治国，必须着力建设一支忠于党、忠于国家、忠于人民、忠于法律的社会主义法治工作队伍。 法律职业伦理是法律职业人员在职业活动中应当遵循的伦理道德规范。习近平总书记指出，全面推进依法治国，必须着力建设一支忠于党、忠于国家、忠于人民、忠于法律的社会主义法治工作队伍。 法律职业伦理是法律职业人员在职业活动中应当遵循的伦理道德规范。习 [252, 572, 330, 672]
column-divider-article4 [334, 530, 335, 716]
column-author: 李 伟 [488, 370, 492, 377]
article2-body-col1: 法律职业伦理是法律职业人员在职业活动中应当遵循的伦理道德规范。习近平总书记指出，全面推进依法治国，必须着力建设一支忠于党、忠于国家、忠于人民、忠于法律的社会主义法治工作队伍。 法律职业伦理是法律职业人员在职业活动中应当遵循的伦理道德规范。习近平总书记指出，全面推进依法治国，必须着力建设一支忠于党、忠于国家、忠于人民、忠于法律的社会主义法治工作队伍。 法律职业伦理是法律职业人员在职业活动中应当遵循的伦理道德规范。习近平总书记指出，全面推进依法治国，必须着力建设一支忠于党、忠于国家、忠于人民、忠于法律的社会主义法治工作队伍。 法律职业伦理是法律职业人员在职业活动中应当遵循的伦理道德规范。习近平总书记指出，全面推进依法治国，必须着力建设一支忠于党、忠于国家、忠于人民、忠于法律的社会主义法治工作队伍。 法律职业伦理是法律职业人员在职业活动中应当遵循的伦理道德规范。习近平总书记指出，全面推进依法治国，必须着力建设一支忠于党、忠于国家、忠于 [6, 382, 84, 422]
column-divider [91, 22, 92, 340]
column-divider-article2 [340, 344, 341, 524]
section-rule-mid [4, 341, 496, 342]
article2-title: 筑牢法治防线 护航工业发展 [6, 353, 205, 371]
main-article-body-col3: 加强法律职业伦理建设，是全面依法治国的基础性工作，要坚持把习近平法治思想作为根本遵循，推动法治工作队伍思想政治素质、业务工作能力、职业道德水准全面提高。 加强法律职业伦理建设，是全面依法治国的基础性工作，要坚持把习近平法治思想作为根本遵循，推动法治工作队伍思想政治素质、业务工作能力、职业道德水准全面提高。 加强法律职业伦理建设，是全面依法治国的基础性工作，要坚持把习近平法治思想作为根本遵循，推动法治工作队伍思想政治素质、业务工作能力、职业道德水准全面提高。 加强法律职业伦理建设，是全面依法治国的基础性工作，要坚持把习近平法治思想作为根本遵循，推动法治工作队伍思想政治素质、业务工作能力、职业道德水准全面提高。 加强法律职业伦理建设，是全面依法治国的基础性工作，要坚持把习近平法治思想作为根本遵循，推动法治工作队伍思想政治素质、业务工作能力、职业道德水准全面提高。 加强法律职业伦理建设，是全面依法治国的基础性工作，要坚持把习近平法治思想作为根本遵循，推动法治工作队伍思想政治素质、业务工作能力、职业道德水准全面提高。 加强法律职业伦理建设，是全面依法治国的基础性工作，要坚持把习近平法治思想作为根本遵循，推动法治工作队伍思想政治素质、业务工作能力、职业道德水准全面提高。 加强法律职业伦理建设，是全面依法治国的基础性工作，要坚持把习近平法治思想作为根本遵循，推动法治工作队伍思想政治素质、业务工作能力、职业道德水准全面提高。 加强法律职业伦理建设，是全面依法治国的基础性工作，要坚持把习近平法治思想作为根本遵循，推动法治工作队伍思想政治素质、业务工作能力、职业道德水准全面提高。 加强法律职业伦理建设，是全面依法治国 [176, 88, 254, 158]
main-article-subhead-4: 四、法律职业人员是法律秩序的守护者，法律职业伦理要求 [176, 160, 252, 170]
article3-note-box-text: 作者单位：中共宜昌市委党校 [274, 679, 314, 683]
article2-body-col3b: 法治工作队伍是法治中国建设的骨干力量，要坚持以人民为中心，把维护人民权益作为出发点和落脚点，让人民群众在每一个司法案件中感受到公平正义。 法治工作队伍是法治中国建设的骨干力量，要坚持以人民为中心，把维护人民权益作为出发点和落脚点，让人民群众在每一个司法案件中感受到公平正义。 法治工作队伍是法治中国建设的骨干力量，要坚持以人民为中心，把维护人民权益作为出发点和落脚点，让人民群众在每一个司法案件中感受到公平正义。 法治工作队伍是法治中国建设的骨干力量，要坚持以人民为中心，把维护人民权益作为出发点和落脚点，让人民群众在每一个司法案件中感受到公平正义。 法治工作队伍是法治中国建设的骨干力量，要坚持以人民为中心，把维护人民权益作为出发点和落脚点，让人民群众在每一个司法案件中感受到公平正义。 法治工作队伍是法治中国建设的骨干力量，要坚持以人民为中心，把维护人民权益作为出发点和落脚点，让人民群众在每一个司法案件中感受到公平正义。 法治工作队伍是法治中国建设的骨干力量，要坚持以人民为中心，把维护人民权益作为出发点和落脚点，让人民群众在每一个司法案件中感受到公平正义。 法治工作队伍是法治中国建设的骨干力量，要坚持以人民为中心，把维护人民权益作为出发点和落脚点，让人民群众在每一个司法案件中感受到公平正义。 法治工作队伍是法治中国建设的骨干力量，要坚持以人民为中心，把 [170, 466, 248, 522]
main-article-body-col6b: 法治工作队伍是法治中国建设的骨干力量，要坚持以人民为中心，把维护人民权益作为出发点和落脚点，让人民群众在每一个司法案件中感受到公平正义。 法治工作队伍是法治中国建设的骨干力量，要坚持以人民为中心，把维护人民权益作为出发点和落脚点，让人民群众在每一个司法案件中感受到公平正义。 法治工作队伍是法治中国建设的骨干力量，要坚持以人民为中心，把维护人民权益作为出发点和落脚点，让人民群众在每一个司法案件中感受到公平正义。 法治工作队伍是法治中国建设的骨干力量，要坚持以人民为中心，把维护人民权益作为出发点和落脚点，让人民群众在每一个司法案件中感受到公平正义。 法治工作队伍是法治中国建设的骨干力量，要坚持以人民为中心，把维护人民权益作为出发点和落脚点，让人民群众在每一个司法案件中感受到公平正义。 法治工作队伍是法治中国建设的骨干力量，要坚持以人民为中心，把维护人民权益作为出发点和落脚点，让人民群众在每一个司法案件中感受到公平正义。 法治工作队伍是法治中国建设的骨干力量，要坚持以人民为中心，把维护人民权益作为出发点和落脚点，让人民群众在每一个司法案件中感受到公平正义。 法治工作队伍是法治中国建设的骨干力量，要坚持以人民为中心，把维护人民权益作为出发点和落脚点，让人民群众在每一个司法案件中感受到公平正义。 法治工作队伍是法治中国建设的骨干力量，要坚持以人民为中心，把维护人民权益作为出发点和落脚点，让人民群众在每一个司法案件中感受到公平正义。 法治工作队伍是法治中国建设的骨干力量，要坚持以人民为中心，把维护人民权益作为出发点和落脚点，让人民群众在每一个司法案件中感受到公平正义。 法治工作队伍是法治中国建设的骨干力量，要坚持以人民为中心，把维护人民权益作为出发点和落脚点，让人民群众在每一个司法案件中感受到公平正义。 法治工作队伍是法治中国建设的骨干力量，要坚持以人民为中心，把维护人民权益作为出发点和落脚点，让人民群众在每一个司法案件中感受到公平正义。 [423, 144, 496, 234]
article3-body-col2: 加强法律职业伦理建设，是全面依法治国的基础性工作，要坚持把习近平法治思想作为根本遵循，推动法治工作队伍思想政治素质、业务工作能力、职业道德水准全面提高。 加强法律职业伦理建设，是全面依法治国的基础性工作，要坚持把习近平法治思想作为根本遵循，推动法治工作队伍思想政治素质、业务工作能力、职业道德水准全面提高。 加强法律职业伦理建设，是全面依法治国的基础性工作，要坚持把习近平法治思想作为根本遵循，推动法治工作队伍思想政治素质、业务工作能力、职业道德水准全面提高。 加强法律职业伦理建设，是全面依法治国的基础性工作，要坚持把习近平法治思想作为根本遵循，推动法治工作队伍思想政治素质、业务工作能力、职业道德水准全面提高。 加强法律职业伦理建设，是全面依法治国的基础性工作，要坚持把习近平法治思想作为根本遵循，推动法治工作队伍思想政治素质、业务工作能力、职业道德水准全面提高。 加强法律职业伦理建设，是全面依法治国的基础性工作，要坚持把习近平法治思想作为根本遵循，推动法治工作队伍思想政治素质、业务工作能力、职业道德水准全面提高。 加强法律职业伦理建设，是全面依法治国的基础性工作，要坚持把习近平法治思想作为根本遵循，推动法治工作队伍思想政治素质、业务工作能力、职业道德水准全面提高。 加强法律职业伦理建设，是全面依法治国的基础性工作，要坚持把习近平法治思想作为根本遵循，推动法治工作队伍思想政治素质、业务工作能力、职业道德水准全面提高。 加强法律职业伦理建设，是全面依法治国的基础性工作，要坚持把习近平法治思想作为根本遵循，推动法治工作队伍思想政治素质、业务工作能力、职业道德水准全面提高。 加强法律职业伦理建设，是全面依法治国的基础性工作，要坚持把习近平法治思想作为根本遵循，推动法治工作队伍思想政治素质、业务工作能力、职业道德水准全面提高。 加强法律职业伦理建设，是全面依法治国的基础性工作，要坚持把习近平法治思想作为根本遵循，推动法治工作队伍思想政治素质、业务工作能力、职业道德水准全面提高。 加强法律职业伦理建设，是全面依法治国的基础性工作，要坚持把习近平法治思想作为根本遵循，推动法治工作队伍思想政治素质、业务工作能力、职业道德水准全面提高。 [88, 572, 166, 665]
masthead-rule [0, 19, 500, 20]
theme-banner-text: 深入学习贯彻习近平新时代中国特色社会主义思想 [364, 327, 486, 333]
research-corner-label: 调查与研究 [448, 699, 498, 710]
main-article-title: 习近平法治思想科学指引法律职业伦理建设 [100, 37, 396, 55]
article3-author: 张文涛 [140, 564, 150, 568]
main-article-subhead-5: 五、坚持把政治建设摆在首位，加强法治工作队伍思想政治建设 [258, 218, 334, 228]
